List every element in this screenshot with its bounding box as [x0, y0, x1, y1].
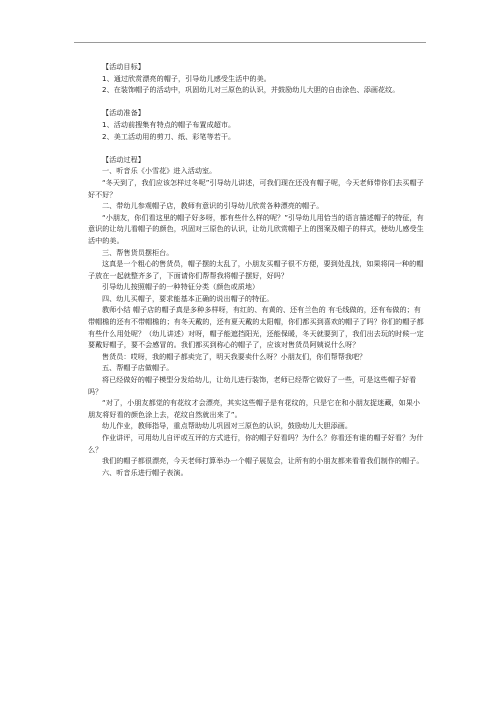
process-paragraph: 四、幼儿买帽子，要求能基本正确的说出帽子的特征。: [102, 293, 274, 303]
process-paragraph: 将已经做好的帽子模型分发给幼儿，让幼儿进行装饰，老师已经帮它做好了一些，可是这些帽子好看吗？: [88, 375, 417, 396]
preparation-item: 2、美工活动用的剪刀、纸、彩笔等若干。: [102, 131, 236, 141]
process-paragraph: 教师小结 帽子店的帽子真是多种多样呀，有红的、有黄的、还有兰色的 有毛线做的，还有布做的；有带帽檐的还有不带帽檐的；有冬天戴的，还有夏天戴的太阳帽，你们都买到喜欢的帽子了吗？你们的帽子都有些什么用处呢？（幼儿讲述）对呀，帽子能遮挡阳光，还能保暖，冬天就要到了，我们出去玩的时候一定要戴好帽子，要不会感冒的。我们都买到称心的帽子了，应该对售货员阿姨说什么呀？: [88, 305, 424, 350]
process-paragraph: 作业讲评，可用幼儿自评或互评的方式进行，你的帽子好看吗？为什么？你看还有谁的帽子好看？为什么？: [88, 433, 424, 454]
process-paragraph: “对了，小朋友都觉的有花纹才会漂亮，其实这些帽子是有花纹的，只是它在和小朋友捉迷藏，如果小朋友将好看的颜色涂上去，花纹自然就出来了”。: [88, 398, 421, 419]
goal-item: 1、通过欣赏漂亮的帽子，引导幼儿感受生活中的美。: [102, 73, 271, 83]
header-rule: [74, 42, 426, 43]
process-paragraph: 引导幼儿按照帽子的一种特征分类（颜色或质地）: [102, 282, 260, 292]
document-body: [88, 61, 426, 478]
process-paragraph: “冬天到了，我们应该怎样过冬呢”引导幼儿讲述，可我们现在还没有帽子呢，今天老师带你们去买帽子好不好？: [88, 177, 424, 199]
preparation-item: 1、活动前搜集有特点的帽子布置成超市。: [102, 119, 236, 129]
process-paragraph: 幼儿作业，教师指导，重点帮助幼儿巩固对三原色的认识，鼓励幼儿大胆添画。: [102, 421, 353, 431]
process-paragraph: 六、听音乐进行帽子表演。: [102, 467, 188, 477]
process-paragraph: “小朋友，你们看这里的帽子好多呀，都有些什么样的呢？”引导幼儿用恰当的语言描述帽子的特征，有意识的让幼儿看帽子的颜色，巩固对三原色的认识，让幼儿欣赏帽子上的图案及帽子的样式，使幼儿感受生活中的美。: [88, 212, 424, 245]
section-heading-process: 【活动过程】: [102, 154, 145, 164]
process-paragraph: 售货员：哎呀，我的帽子都卖完了，明天我要卖什么呀？小朋友们，你们帮帮我吧？: [102, 351, 367, 361]
goal-item: 2、在装饰帽子的活动中，巩固幼儿对三原色的认识，并鼓励幼儿大胆的自由涂色、添画花纹。: [102, 85, 400, 95]
section-heading-goals: 【活动目标】: [102, 62, 145, 71]
process-paragraph: 五、帮帽子店做帽子。: [102, 363, 174, 373]
process-paragraph: 二、带幼儿参观帽子店，教师有意识的引导幼儿欣赏各种漂亮的帽子。: [102, 201, 324, 211]
process-paragraph: 三、帮售货员摆柜台。: [102, 247, 174, 257]
process-paragraph: 这真是一个粗心的售货员，帽子摆的太乱了，小朋友买帽子很不方便，要到处乱找，如果将同一种的帽子放在一起就整齐多了，下面请你们帮帮我将帽子摆好，好吗？: [88, 259, 424, 280]
process-paragraph: 我们的帽子都很漂亮，今天老师打算举办一个帽子展览会，让所有的小朋友都来看看我们制作的帽子。: [102, 456, 424, 466]
process-paragraph: 一、听音乐《小雪花》进入活动室。: [102, 166, 217, 176]
section-heading-preparation: 【活动准备】: [102, 108, 145, 118]
